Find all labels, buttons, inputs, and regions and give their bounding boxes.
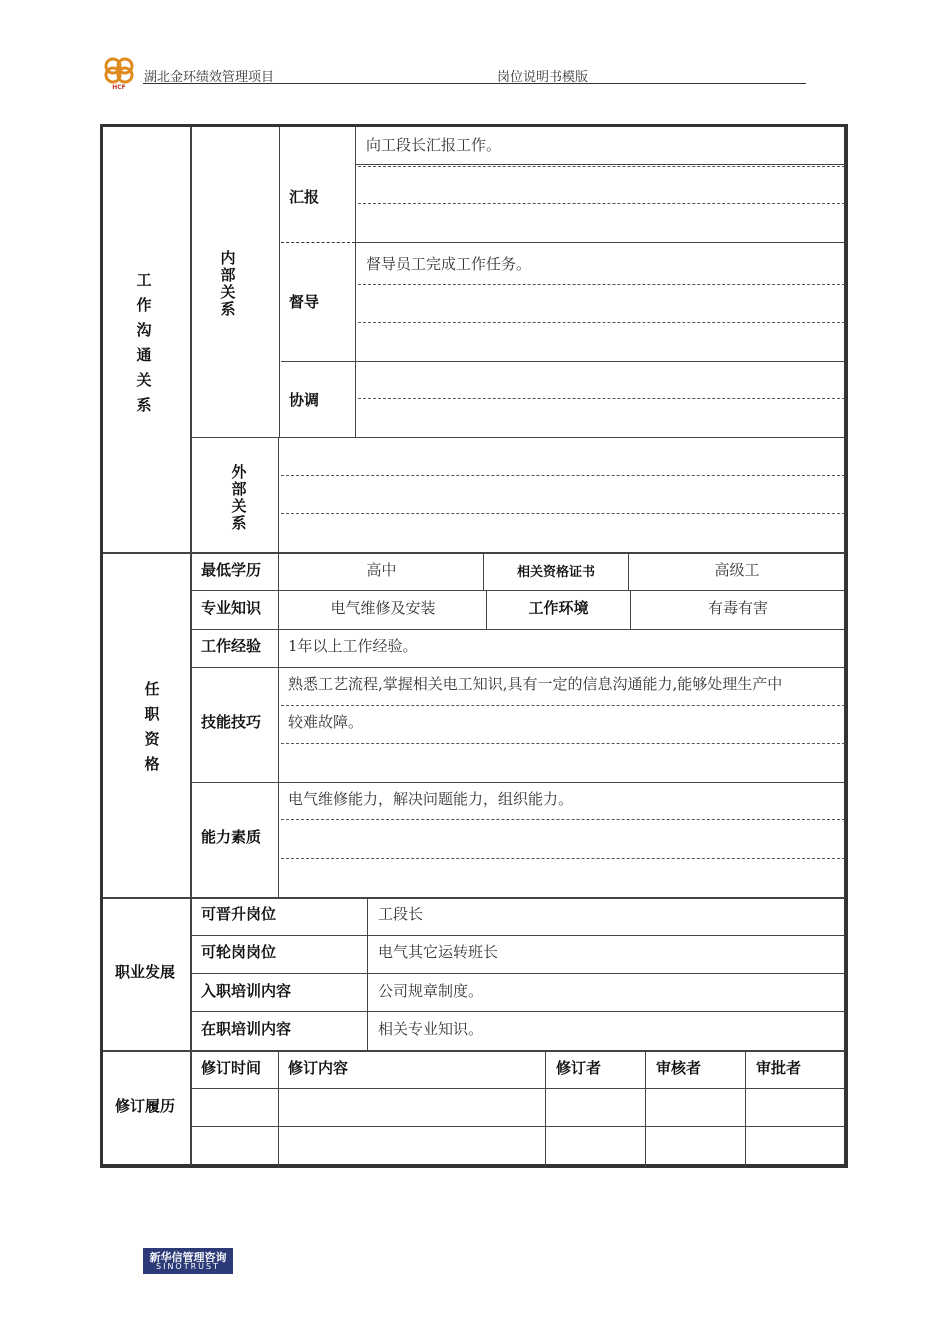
promotion-value: 工段长 <box>378 905 424 923</box>
qualification-label-divider <box>278 553 279 897</box>
external-dashed-1 <box>281 475 845 476</box>
sub-label-divider <box>355 127 356 437</box>
skills-label: 技能技巧 <box>201 713 262 731</box>
divider-career-1 <box>191 935 845 936</box>
supervise-value: 督导员工完成工作任务。 <box>366 255 532 273</box>
skills-value-line-1: 熟悉工艺流程,掌握相关电工知识,具有一定的信息沟通能力,能够处理生产中 <box>288 675 783 693</box>
skills-dashed-2 <box>281 743 845 744</box>
divider-supervise-coordinate <box>281 361 845 362</box>
internal-relations-label: 内部关系 <box>220 249 236 318</box>
knowledge-value: 电气维修及安装 <box>330 599 436 617</box>
certificate-value: 高级工 <box>714 561 760 579</box>
divider-career-3 <box>191 1011 845 1012</box>
report-dashed-1 <box>358 166 845 167</box>
revision-col-divider-1 <box>278 1051 279 1168</box>
section-revision-label: 修订履历 <box>114 1097 175 1115</box>
footer-brand-logo <box>143 1248 233 1274</box>
divider-row-knowledge <box>191 629 845 630</box>
footer-brand-cn: 新华信管理咨询 <box>149 1251 227 1264</box>
education-label: 最低学历 <box>201 561 262 579</box>
skills-value-line-2: 较难故障。 <box>288 713 364 731</box>
ability-dashed-1 <box>281 819 845 820</box>
company-logo <box>100 54 138 90</box>
logo-text: HCF <box>112 84 126 90</box>
coordinate-label: 协调 <box>289 391 320 409</box>
ability-label: 能力素质 <box>201 828 262 846</box>
divider-career-revision <box>103 1050 845 1052</box>
revision-col-time: 修订时间 <box>201 1059 262 1077</box>
inservice-training-label: 在职培训内容 <box>201 1020 292 1038</box>
section-career-label: 职业发展 <box>114 963 175 981</box>
footer-brand-en: SINOTRUST <box>156 1262 220 1271</box>
report-line-1 <box>356 164 845 165</box>
revision-col-divider-2 <box>545 1051 546 1168</box>
divider-revision-row-1 <box>191 1126 845 1127</box>
experience-label: 工作经验 <box>201 637 262 655</box>
onboarding-training-label: 入职培训内容 <box>201 982 292 1000</box>
knowledge-label: 专业知识 <box>201 599 262 617</box>
header-divider <box>143 83 806 84</box>
divider-internal-external <box>191 437 845 438</box>
divider-row-skills <box>191 782 845 783</box>
onboarding-training-value: 公司规章制度。 <box>378 982 484 1000</box>
divider-career-2 <box>191 973 845 974</box>
divider-row-education <box>191 590 845 591</box>
supervise-label: 督导 <box>289 293 320 311</box>
revision-col-approver: 审批者 <box>756 1059 802 1077</box>
external-label-divider <box>278 437 279 552</box>
environment-value: 有毒有害 <box>707 599 768 617</box>
education-value: 高中 <box>366 561 397 579</box>
inservice-training-value: 相关专业知识。 <box>378 1020 484 1038</box>
divider-revision-header <box>191 1088 845 1089</box>
document-title: 岗位说明书模版 <box>497 70 589 85</box>
environment-label: 工作环境 <box>528 599 589 617</box>
internal-label-divider <box>279 127 280 437</box>
section-label-column-divider <box>190 127 192 1165</box>
coordinate-dashed-1 <box>358 398 845 399</box>
section-communication-label: 工作沟通关系 <box>136 271 152 414</box>
report-label: 汇报 <box>289 188 320 206</box>
revision-col-divider-4 <box>745 1051 746 1168</box>
skills-dashed-1 <box>281 705 845 706</box>
report-dashed-2 <box>358 203 845 204</box>
divider-qualification-career <box>103 897 845 899</box>
revision-col-content: 修订内容 <box>288 1059 349 1077</box>
report-value: 向工段长汇报工作。 <box>366 136 502 154</box>
ability-dashed-2 <box>281 858 845 859</box>
ability-value: 电气维修能力，解决问题能力，组织能力。 <box>288 790 574 808</box>
divider-report-supervise <box>356 242 845 243</box>
external-dashed-2 <box>281 513 845 514</box>
experience-value: 1年以上工作经验。 <box>288 637 418 655</box>
supervise-dashed-2 <box>358 322 845 323</box>
promotion-label: 可晋升岗位 <box>201 905 277 923</box>
certificate-label: 相关资格证书 <box>516 565 595 580</box>
divider-communication-qualification <box>103 552 845 554</box>
divider-row-experience <box>191 667 845 668</box>
career-label-divider <box>367 898 368 1050</box>
project-name: 湖北金环绩效管理项目 <box>144 70 275 85</box>
rotation-label: 可轮岗岗位 <box>201 943 277 961</box>
revision-col-divider-3 <box>645 1051 646 1168</box>
report-supervise-dashed-divider <box>281 242 355 243</box>
supervise-dashed-1 <box>358 284 845 285</box>
revision-col-reviser: 修订者 <box>556 1059 602 1077</box>
revision-col-reviewer: 审核者 <box>656 1059 702 1077</box>
external-relations-label: 外部关系 <box>231 463 247 532</box>
section-qualification-label: 任职资格 <box>144 680 160 773</box>
rotation-value: 电气其它运转班长 <box>378 943 499 961</box>
